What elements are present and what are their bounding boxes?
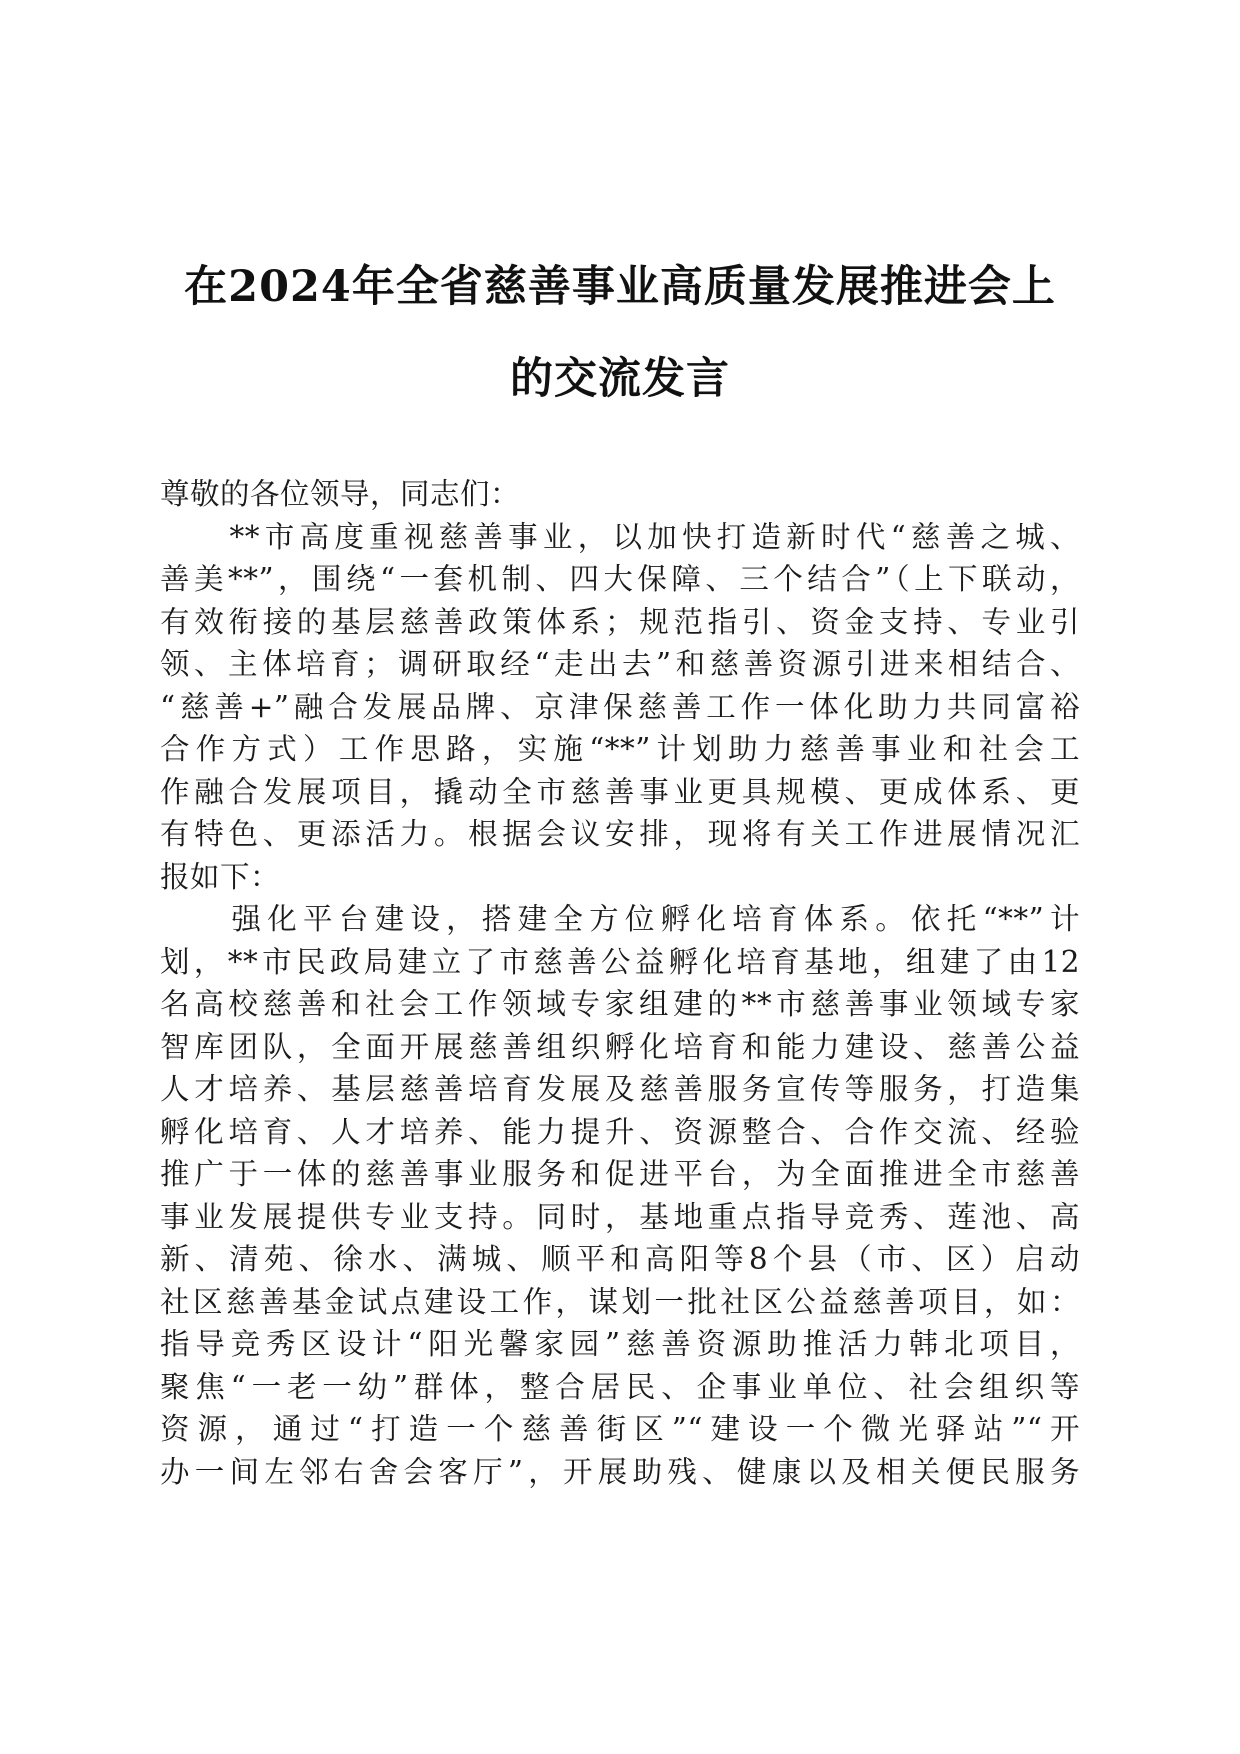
body-line: 名高校慈善和社会工作领域专家组建的**市慈善事业领域专家 bbox=[160, 987, 1080, 1021]
body-line: 作融合发展项目，撬动全市慈善事业更具规模、更成体系、更 bbox=[160, 774, 1080, 809]
body-line: 指导竞秀区设计“阳光馨家园”慈善资源助推活力韩北项目， bbox=[160, 1327, 1080, 1361]
body-line: 智库团队，全面开展慈善组织孵化培育和能力建设、慈善公益 bbox=[160, 1029, 1080, 1064]
body-line: 善美**”，围绕“一套机制、四大保障、三个结合”（上下联动， bbox=[160, 562, 1080, 596]
body-line: 有效衔接的基层慈善政策体系；规范指引、资金支持、专业引 bbox=[160, 604, 1080, 639]
body-line: 合作方式）工作思路，实施“**”计划助力慈善事业和社会工 bbox=[160, 732, 1080, 766]
body-line: 报如下： bbox=[160, 859, 281, 894]
body-line: 推广于一体的慈善事业服务和促进平台，为全面推进全市慈善 bbox=[160, 1157, 1080, 1191]
body-line: 事业发展提供专业支持。同时，基地重点指导竞秀、莲池、高 bbox=[160, 1199, 1080, 1234]
body-line: 资源，通过“打造一个慈善街区”“建设一个微光驿站”“开 bbox=[160, 1412, 1080, 1446]
body-line: 孵化培育、人才培养、能力提升、资源整合、合作交流、经验 bbox=[160, 1114, 1080, 1149]
body-line: 尊敬的各位领导，同志们： bbox=[160, 477, 521, 511]
body-line: 社区慈善基金试点建设工作，谋划一批社区公益慈善项目，如： bbox=[160, 1284, 1080, 1319]
body-line: 强化平台建设，搭建全方位孵化培育体系。依托“**”计 bbox=[160, 902, 1080, 936]
document-body bbox=[160, 473, 1080, 1493]
body-line: 聚焦“一老一幼”群体，整合居民、企事业单位、社会组织等 bbox=[160, 1369, 1080, 1404]
document-title-line-2: 的交流发言 bbox=[510, 354, 730, 404]
body-line: “慈善+”融合发展品牌、京津保慈善工作一体化助力共同富裕 bbox=[160, 689, 1080, 724]
body-line: 划，**市民政局建立了市慈善公益孵化培育基地，组建了由12 bbox=[160, 944, 1080, 979]
body-line: **市高度重视慈善事业，以加快打造新时代“慈善之城、 bbox=[160, 519, 1080, 554]
document-title-line-1: 在2024年全省慈善事业高质量发展推进会上 bbox=[184, 262, 1056, 312]
body-line: 新、清苑、徐水、满城、顺平和高阳等8个县（市、区）启动 bbox=[160, 1242, 1080, 1276]
body-line: 有特色、更添活力。根据会议安排，现将有关工作进展情况汇 bbox=[160, 817, 1080, 851]
body-line: 领、主体培育；调研取经“走出去”和慈善资源引进来相结合、 bbox=[160, 647, 1080, 681]
body-line: 人才培养、基层慈善培育发展及慈善服务宣传等服务，打造集 bbox=[160, 1072, 1080, 1106]
body-line: 办一间左邻右舍会客厅”，开展助残、健康以及相关便民服务 bbox=[160, 1454, 1080, 1489]
